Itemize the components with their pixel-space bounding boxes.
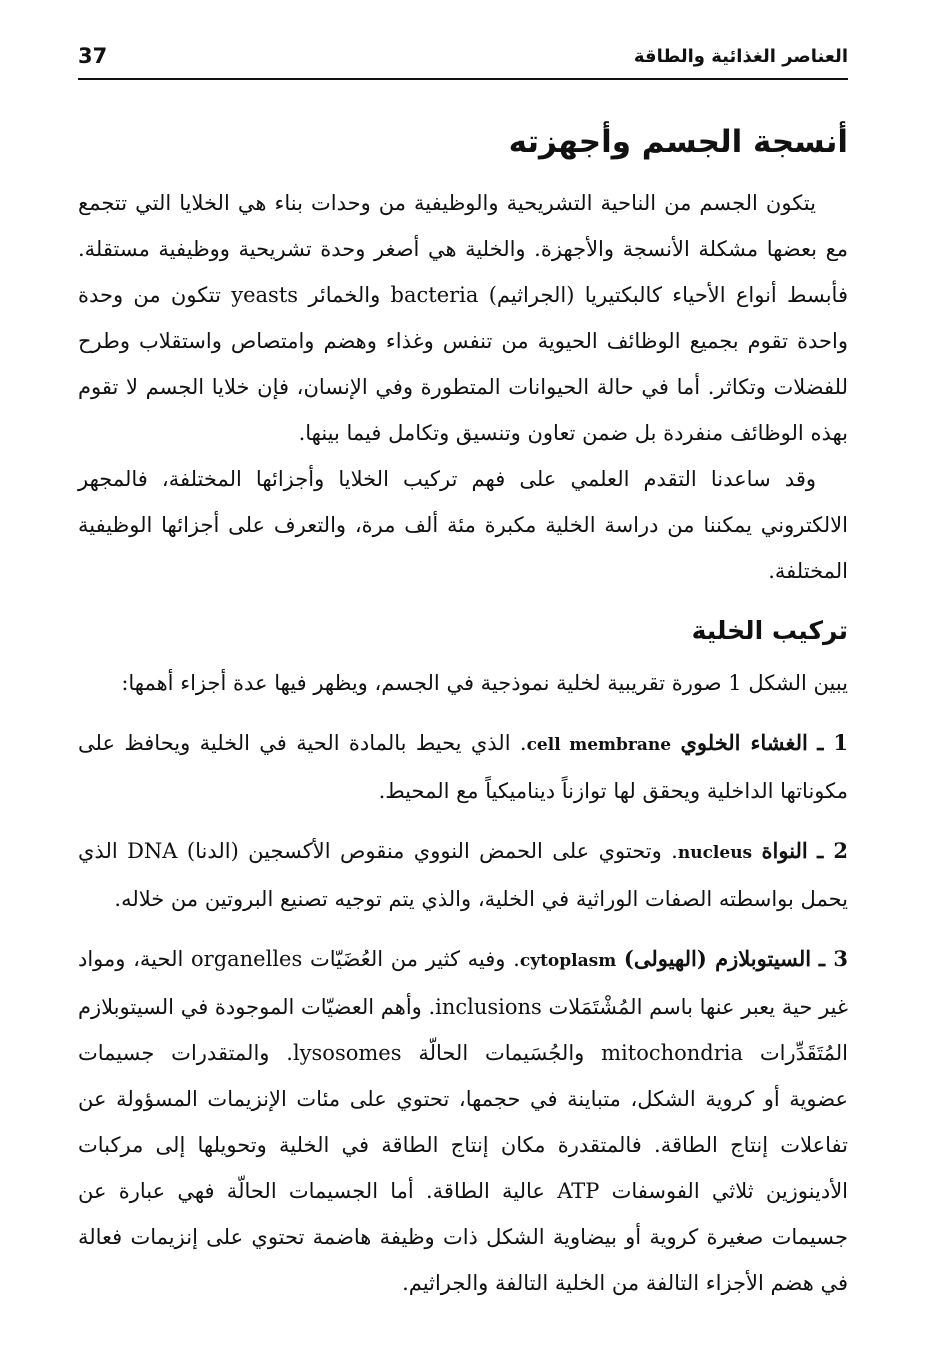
text-run: والخمائر (308, 283, 381, 307)
item-text: والجُسَيمات الحالّة (418, 1041, 585, 1065)
list-item-cytoplasm: 3 ـ السيتوبلازم (الهيولى) cytoplasm. وفيه كثير من العُضَيّات organelles الحية، ومواد غير حية يعبر عنها باسم المُشْتَمَلات inclusions. وأهم العضيّات الموجودة في السيتوبلازم المُتَقَدِّرات mitochondria والجُسَيمات الحالّة lysosomes. والمتقدرات جسيمات عضوية أو كروية الشكل، متباينة في حجمها، تحتوي على مئات الإنزيمات المسؤولة عن تفاعلات إنتاج الطاقة. فالمتقدرة مكان إنتاج الطاقة في الخلية وتحويلها إلى مركبات الأدينوزين ثلاثي الفوسفات ATP عالية الطاقة. أما الجسيمات الحالّة فهي عبارة عن جسيمات صغيرة كروية أو بيضاوية الشكل ذات وظيفة هاضمة تحتوي على إنزيمات فعالة في هضم الأجزاء التالفة من الخلية التالفة والجراثيم. (78, 946, 848, 1295)
list-item-cell-membrane: 1 ـ الغشاء الخلوي cell membrane. الذي يحيط بالمادة الحية في الخلية ويحافظ على مكوناتها الداخلية ويحقق لها توازناً ديناميكياً مع المحيط. (78, 730, 848, 803)
item-text: الحية، ومواد غير حية يعبر عنها باسم المُشْتَمَلات (78, 947, 848, 1019)
item-text: وتحتوي على الحمض النووي منقوص الأكسجين (الدنا) (186, 839, 662, 863)
item-text: وفيه كثير من العُضَيّات (309, 947, 506, 971)
item-text: الذي يحيط بالمادة الحية في الخلية ويحافظ على مكوناتها الداخلية ويحقق لها توازناً ديناميكياً مع المحيط. (78, 731, 848, 803)
item-term: السيتوبلازم (الهيولى) (623, 946, 812, 971)
page-number: 37 (78, 44, 108, 68)
list-item-nucleus: 2 ـ النواة nucleus. وتحتوي على الحمض النووي منقوص الأكسجين (الدنا) DNA الذي يحمل بواسطته الصفات الوراثية في الخلية، والذي يتم توجيه تصنيع البروتين من خلاله. (78, 838, 848, 911)
item-number: 1 ـ (817, 730, 848, 755)
item-text: . وأهم العضيّات الموجودة في السيتوبلازم المُتَقَدِّرات (78, 995, 848, 1065)
section-heading: أنسجة الجسم وأجهزته (508, 124, 848, 160)
item-text: الذي يحمل بواسطته الصفات الوراثية في الخلية، والذي يتم توجيه تصنيع البروتين من خلاله. (78, 839, 848, 911)
paragraph-microscope: وقد ساعدنا التقدم العلمي على فهم تركيب الخلايا وأجزائها المختلفة، فالمجهر الالكتروني يمكننا من دراسة الخلية مكبرة مئة ألف مرة، والتعرف على أجزائها الوظيفية المختلفة. (78, 467, 848, 583)
item-number: 2 ـ (817, 838, 848, 863)
english-term: yeasts (231, 283, 299, 307)
english-term: ATP (557, 1179, 600, 1203)
english-term: bacteria (390, 283, 479, 307)
running-header (78, 44, 848, 74)
text-run: تتكون من وحدة واحدة تقوم بجميع الوظائف الحيوية من تنفس وغذاء وهضم وامتصاص واستقلاب وطرح للفضلات وتكاثر. أما في حالة الحيوانات المتطورة وفي الإنسان، فإن خلايا الجسم لا تقوم بهذه الوظائف منفردة بل ضمن تعاون وتنسيق وتكامل فيما بينها. (78, 283, 848, 445)
english-term: organelles (191, 947, 303, 971)
page-content (78, 118, 848, 1306)
english-term: lysosomes (292, 1041, 402, 1065)
item-text: . والمتقدرات جسيمات عضوية أو كروية الشكل، متباينة في حجمها، تحتوي على مئات الإنزيمات المسؤولة عن تفاعلات إنتاج الطاقة. فالمتقدرة مكان إنتاج الطاقة في الخلية وتحويلها إلى مركبات الأدينوزين ثلاثي الفوسفات (78, 1041, 848, 1203)
item-term: الغشاء الخلوي (680, 730, 808, 755)
text-run: يتكون الجسم من الناحية التشريحية والوظيفية من وحدات بناء هي الخلايا التي تتجمع مع بعضها مشكلة الأنسجة والأجهزة. والخلية هي أصغر وحدة تشريحية ووظيفية مستقلة. فأبسط أنواع الأحياء كالبكتيريا (الجراثيم) (78, 191, 848, 307)
item-number: 3 ـ (818, 946, 848, 971)
header-rule (78, 78, 848, 80)
english-term: inclusions (435, 995, 542, 1019)
english-term: cell membrane (526, 735, 672, 755)
english-term: mitochondria (601, 1041, 744, 1065)
item-text: عالية الطاقة. أما الجسيمات الحالّة فهي عبارة عن جسيمات صغيرة كروية أو بيضاوية الشكل ذات وظيفة هاضمة تحتوي على إنزيمات فعالة في هضم الأجزاء التالفة من الخلية التالفة والجراثيم. (78, 1179, 848, 1295)
english-term: cytoplasm (519, 951, 617, 971)
subsection-intro: يبين الشكل 1 صورة تقريبية لخلية نموذجية في الجسم، ويظهر فيها عدة أجزاء أهمها: (121, 671, 848, 695)
item-term: النواة (761, 838, 808, 863)
english-term: DNA (127, 839, 178, 863)
running-title: العناصر الغذائية والطاقة (633, 46, 848, 67)
paragraph-tissues (78, 180, 848, 456)
english-term: nucleus (677, 843, 753, 863)
subsection-heading: تركيب الخلية (691, 616, 848, 645)
